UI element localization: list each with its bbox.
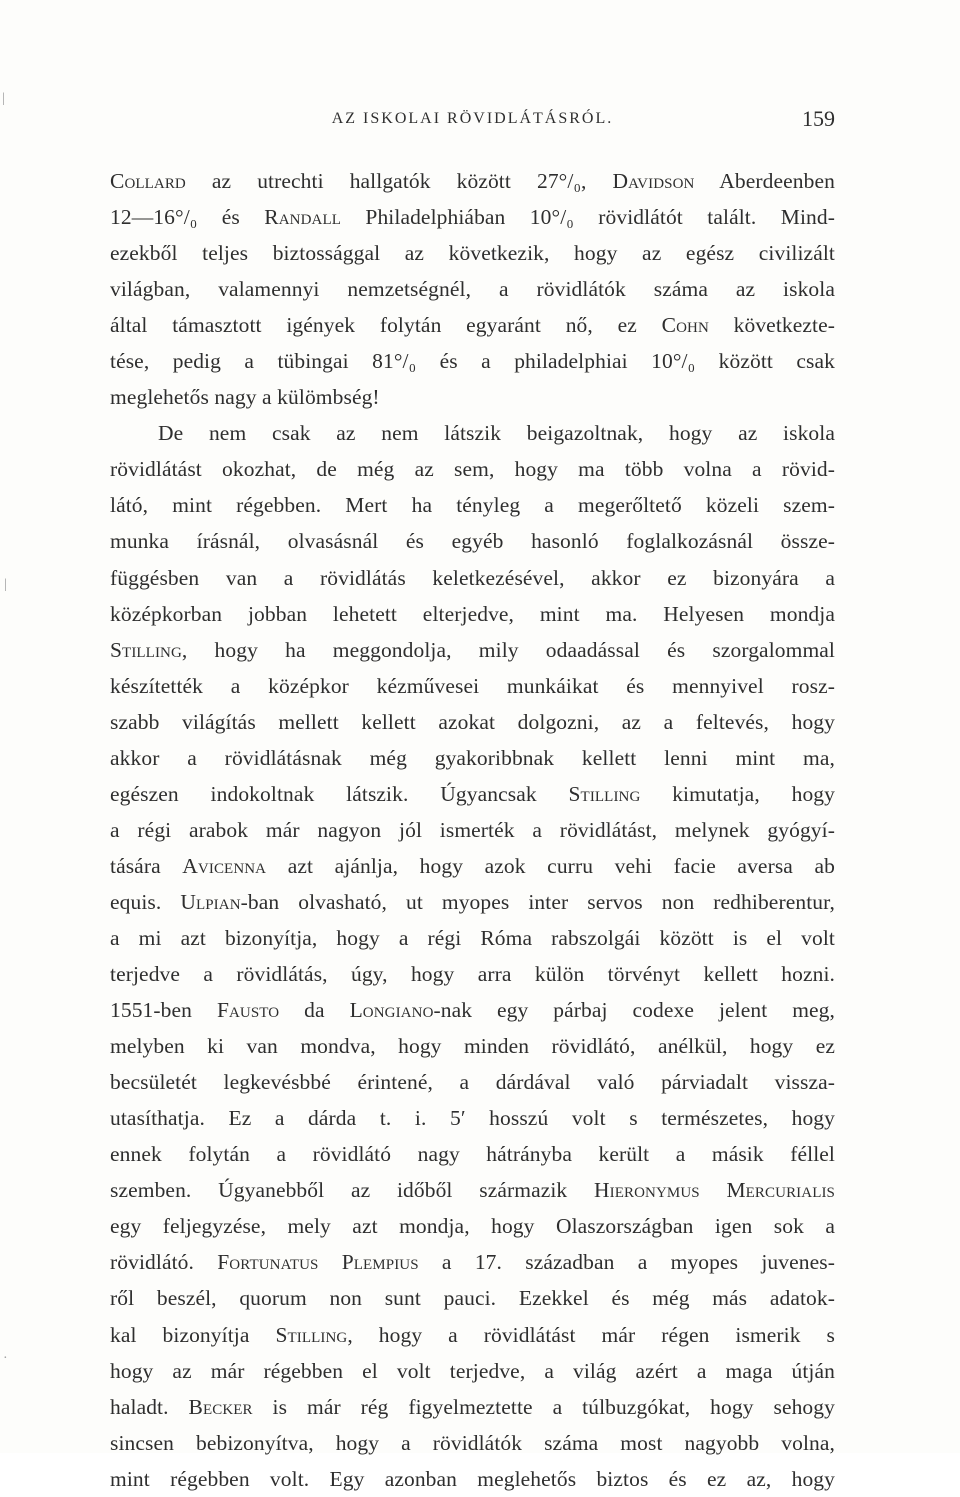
- text-line: [110, 560, 835, 596]
- text-line: [110, 379, 835, 415]
- text-run: terjedve a rövidlátás, úgy, hogy arra külön törvényt kellett hozni.: [110, 962, 835, 987]
- text-line: [110, 451, 835, 487]
- text-run: , hogy ha meggondolja, mily odaadással és szorgalommal: [181, 637, 835, 662]
- text-run: rövidlátást okozhat, de még az sem, hogy ma több volna a rövid-: [110, 457, 835, 482]
- text-line: [110, 812, 835, 848]
- text-run: meglehetős nagy a külömbség!: [110, 385, 380, 410]
- margin-mark: |: [4, 577, 7, 592]
- text-line: [110, 1461, 835, 1497]
- text-line: [110, 235, 835, 271]
- small-caps-name: Stilling: [275, 1322, 348, 1347]
- running-title: AZ ISKOLAI RÖVIDLÁTÁSRÓL.: [331, 110, 614, 127]
- text-run: 12—16°/₀ és: [110, 205, 265, 230]
- text-line: [110, 343, 835, 379]
- text-line: [110, 523, 835, 559]
- text-run: következte-: [708, 313, 835, 338]
- text-run: , hogy a rövidlátást már régen ismerik s: [347, 1322, 835, 1347]
- text-line: [110, 992, 835, 1028]
- text-line: [110, 199, 835, 235]
- text-line: [110, 668, 835, 704]
- text-line: [110, 307, 835, 343]
- small-caps-name: Fausto: [216, 998, 280, 1023]
- text-line: [110, 1317, 835, 1353]
- page-number: 159: [802, 106, 835, 131]
- margin-mark: ·: [3, 1351, 8, 1366]
- text-run: egy feljegyzése, mely azt mondja, hogy Olaszországban igen sok a: [110, 1214, 835, 1239]
- text-run: ről beszél, quorum non sunt pauci. Ezekkel és még más adatok-: [110, 1286, 835, 1311]
- text-run: kimutatja, hogy: [640, 781, 835, 806]
- small-caps-name: Randall: [264, 205, 341, 230]
- text-line: [110, 1208, 835, 1244]
- text-line: [110, 1389, 835, 1425]
- text-run: a régi arabok már nagyon jól ismerték a rövidlátást, melynek gyógyí-: [110, 817, 835, 842]
- small-caps-name: Collard: [110, 169, 186, 193]
- text-run: világban, valamennyi nemzetségnél, a rövidlátók száma az iskola: [110, 277, 835, 302]
- text-run: készítették a középkor kézművesei munkáikat és mennyivel rosz-: [110, 673, 835, 698]
- small-caps-name: Stilling: [110, 637, 182, 662]
- text-run: hogy az már régebben el volt terjedve, a világ azért a maga útján: [110, 1358, 835, 1383]
- text-run: tése, pedig a tübingai 81°/₀ és a philadelphiai 10°/₀ között csak: [110, 349, 835, 374]
- text-run: ezekből teljes biztossággal az következik, hogy az egész civilizált: [110, 241, 835, 266]
- text-run: 1551-ben: [110, 998, 217, 1023]
- text-line: [110, 704, 835, 740]
- small-caps-name: Cohn: [661, 313, 709, 338]
- small-caps-name: Stilling: [568, 781, 641, 806]
- text-run: ennek folytán a rövidlátó nagy hátrányba került a másik féllel: [110, 1142, 835, 1167]
- running-head: [110, 104, 835, 134]
- text-line: [110, 1353, 835, 1389]
- text-run: melyben ki van mondva, hogy minden rövidlátó, anélkül, hogy ez: [110, 1034, 835, 1059]
- text-run: azt ajánlja, hogy azok curru vehi facie aversa ab: [266, 853, 835, 878]
- text-run: által támasztott igények folytán egyaránt nő, ez: [110, 313, 662, 338]
- text-run: haladt.: [110, 1394, 189, 1419]
- text-run: a mi azt bizonyítja, hogy a régi Róma rabszolgái között is el volt: [110, 925, 835, 950]
- text-line: [110, 1172, 835, 1208]
- text-run: equis.: [110, 889, 181, 914]
- text-line: [110, 1028, 835, 1064]
- text-run: szabb világítás mellett kellett azokat dolgozni, az a feltevés, hogy: [110, 709, 835, 734]
- text-line: [110, 487, 835, 523]
- small-caps-name: Hieronymus Mercurialis: [594, 1178, 835, 1203]
- text-line: [110, 596, 835, 632]
- text-run: De nem csak az nem látszik beigazoltnak, hogy az iskola: [158, 421, 835, 446]
- text-run: tására: [110, 853, 183, 878]
- text-run: sincsen bebizonyítva, hogy a rövidlátók száma most nagyobb volna,: [110, 1430, 835, 1455]
- text-line: [110, 1244, 835, 1280]
- text-line: [110, 1064, 835, 1100]
- text-line: [110, 1136, 835, 1172]
- text-run: Philadelphiában 10°/₀ rövidlátót talált. Mind-: [340, 205, 835, 230]
- body-text: [110, 163, 835, 1497]
- text-run: -nak egy párbaj codexe jelent meg,: [433, 998, 835, 1023]
- text-line: [110, 884, 835, 920]
- text-line: [110, 956, 835, 992]
- text-run: függésben van a rövidlátás keletkezésével, akkor ez bizonyára a: [110, 565, 835, 590]
- small-caps-name: Avicenna: [182, 853, 267, 878]
- text-run: utasíthatja. Ez a dárda t. i. 5′ hosszú volt s természetes, hogy: [110, 1106, 835, 1131]
- text-run: da: [279, 998, 350, 1023]
- text-line: [110, 1425, 835, 1461]
- small-caps-name: Fortunatus Plempius: [217, 1250, 419, 1275]
- text-run: látó, mint régebben. Mert ha tényleg a megerőltető közeli szem-: [110, 493, 835, 518]
- text-run: rövidlátó.: [110, 1250, 218, 1275]
- text-run: középkorban jobban lehetett elterjedve, mint ma. Helyesen mondja: [110, 601, 835, 626]
- text-run: a 17. században a myopes juvenes-: [418, 1250, 835, 1275]
- margin-mark: |: [2, 91, 5, 106]
- small-caps-name: Ulpian: [180, 889, 241, 914]
- text-run: egészen indokoltnak látszik. Úgyancsak: [110, 781, 569, 806]
- small-caps-name: Davidson: [612, 169, 695, 193]
- text-run: Aberdeenben: [694, 169, 835, 193]
- text-line: [110, 271, 835, 307]
- text-line: [110, 415, 835, 451]
- text-run: kal bizonyítja: [110, 1322, 276, 1347]
- text-run: becsületét legkevésbbé érintené, a dárdával való párviadalt vissza-: [110, 1070, 835, 1095]
- text-run: -ban olvasható, ut myopes inter servos non redhiberentur,: [240, 889, 835, 914]
- text-line: [110, 920, 835, 956]
- text-line: [110, 632, 835, 668]
- text-line: [110, 740, 835, 776]
- text-line: [110, 1280, 835, 1316]
- text-line: [110, 163, 835, 199]
- text-run: az utrechti hallgatók között 27°/₀,: [185, 169, 613, 193]
- text-run: szemben. Úgyanebből az időből származik: [110, 1178, 595, 1203]
- small-caps-name: Becker: [188, 1394, 253, 1419]
- text-run: mint régebben volt. Egy azonban meglehetős biztos és ez az, hogy: [110, 1466, 835, 1491]
- text-run: akkor a rövidlátásnak még gyakoribbnak kellett lenni mint ma,: [110, 745, 835, 770]
- small-caps-name: Longiano: [349, 998, 434, 1023]
- text-line: [110, 776, 835, 812]
- text-line: [110, 1100, 835, 1136]
- text-run: munka írásnál, olvasásnál és egyéb hasonló foglalkozásnál össze-: [110, 529, 835, 554]
- text-line: [110, 848, 835, 884]
- text-run: is már rég figyelmeztette a túlbuzgókat, hogy sehogy: [252, 1394, 835, 1419]
